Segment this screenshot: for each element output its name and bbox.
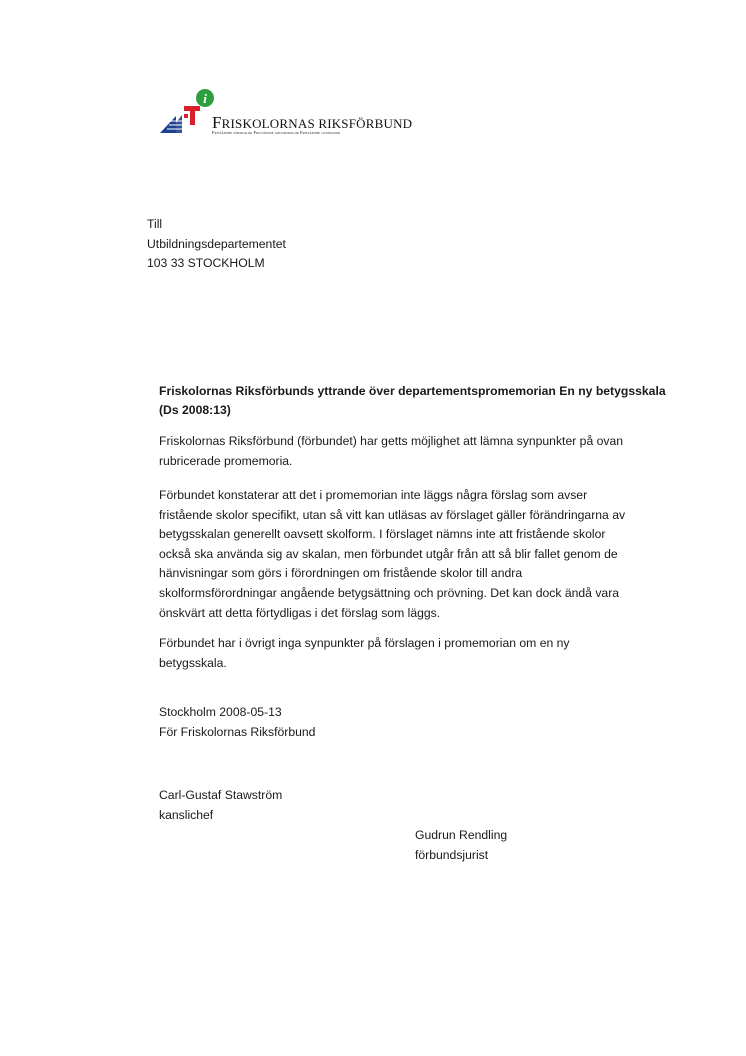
logo-wordmark-initial: F [212,113,222,132]
address-line: Utbildningsdepartementet [147,236,286,251]
body-paragraph [159,432,623,471]
red-block-icon [184,106,200,125]
paragraph-line: Förbundet konstaterar att det i promemorian inte läggs några förslag som avser [159,488,588,502]
signatory-title: förbundsjurist [415,847,489,862]
organization-logo [158,88,418,138]
blue-triangle-icon [160,115,182,133]
paragraph-line: hänvisningar som görs i förordningen om fristående skolor till andra [159,566,523,581]
paragraph-line: rubricerade promemoria. [159,453,293,468]
logo-tagline: Fristående förskolor Fristående grundskolor Fristående gymnasier [212,130,341,135]
closing-line: Stockholm 2008-05-13 [159,705,282,719]
heading-line: (Ds 2008:13) [159,403,231,417]
signatory [159,786,282,825]
signatory-name: Carl-Gustaf Stawström [159,788,283,802]
svg-text:i: i [203,91,207,106]
paragraph-line: fristående skolor specifikt, utan så vitt kan utläsas av förslaget gäller förändringarna av [159,507,626,522]
letter-heading [159,382,666,420]
signatory-name: Gudrun Rendling [415,828,508,842]
paragraph-line: betygsskalan generellt oavsett skolform. I förslaget nämns inte att fristående skolor [159,527,606,542]
closing-block [159,703,315,742]
address-line: Till [147,217,163,231]
paragraph-line: önskvärt att detta förtydligas i det förslag som läggs. [159,605,441,620]
paragraph-line: Friskolornas Riksförbund (förbundet) har getts möjlighet att lämna synpunkter på ovan [159,434,624,448]
signatory-title: kanslichef [159,807,214,822]
paragraph-line: också ska använda sig av skalan, men förbundet utgår från att så blir fallet genom de [159,546,618,561]
address-line: 103 33 STOCKHOLM [147,256,265,271]
signatory [415,826,507,865]
logo-wordmark-rest: RISKOLORNAS RIKSFÖRBUND [221,116,413,131]
paragraph-line: betygsskala. [159,655,227,670]
recipient-address [147,215,286,274]
closing-line: För Friskolornas Riksförbund [159,724,316,739]
paragraph-line: skolformsförordningar angående betygsättning och prövning. Det kan dock ändå vara [159,585,620,600]
info-icon [196,89,214,107]
heading-line: Friskolornas Riksförbunds yttrande över departementspromemorian En ny betygsskala [159,384,666,398]
paragraph-line: Förbundet har i övrigt inga synpunkter på förslagen i promemorian om en ny [159,636,570,650]
body-paragraph [159,634,570,673]
body-paragraph [159,486,625,623]
logo-mark [158,88,214,138]
